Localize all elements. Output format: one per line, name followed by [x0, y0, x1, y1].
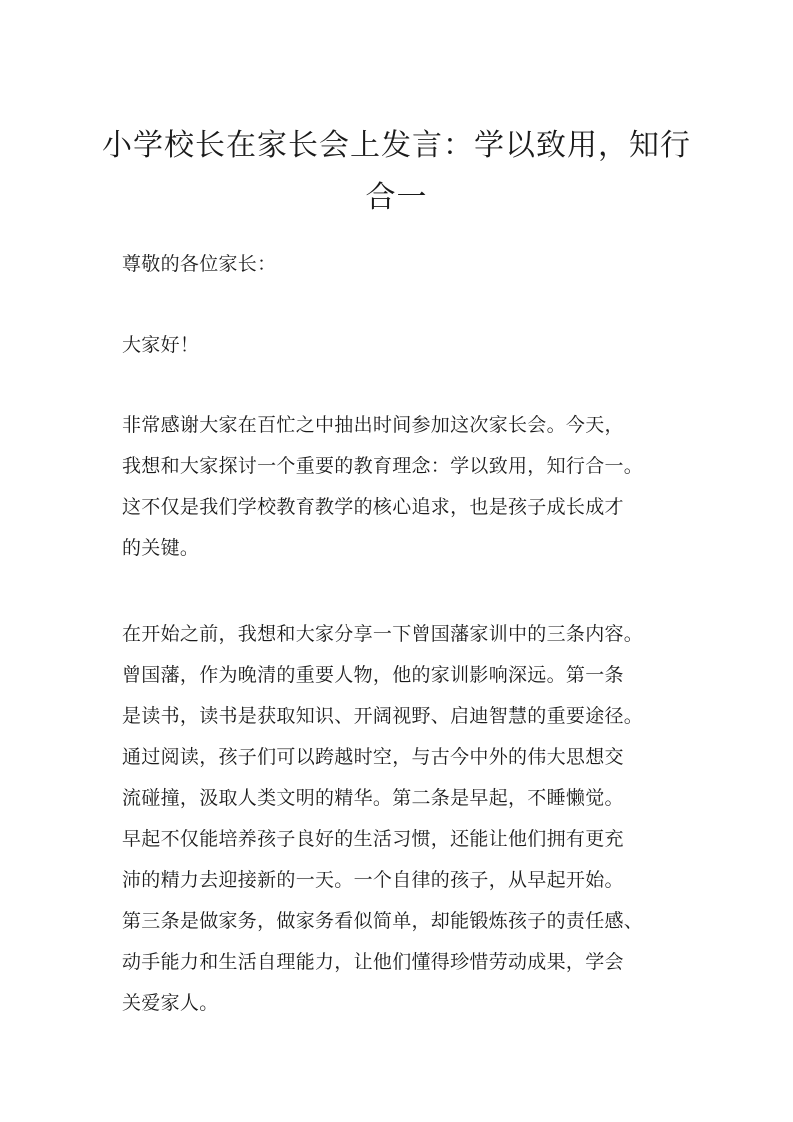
salutation-text: 尊敬的各位家长： [122, 253, 277, 275]
document-title [100, 120, 693, 224]
title-line-2: 合一 [365, 180, 428, 215]
paragraph-line: 早起不仅能培养孩子良好的生活习惯，还能让他们拥有更充 [122, 828, 624, 850]
paragraph-line: 非常感谢大家在百忙之中抽出时间参加这次家长会。今天， [122, 414, 624, 436]
paragraph-line: 的关键。 [122, 537, 200, 559]
paragraph-line: 关爱家人。 [122, 992, 219, 1014]
greeting [122, 325, 692, 366]
paragraph-line: 曾国藩，作为晚清的重要人物，他的家训影响深远。第一条 [122, 664, 624, 686]
paragraph-intro [122, 405, 692, 569]
paragraph-line: 是读书，读书是获取知识、开阔视野、启迪智慧的重要途径。 [122, 705, 644, 727]
paragraph-line: 这不仅是我们学校教育教学的核心追求，也是孩子成长成才 [122, 496, 624, 518]
paragraph-line: 第三条是做家务，做家务看似简单，却能锻炼孩子的责任感、 [122, 910, 644, 932]
paragraph-line: 通过阅读，孩子们可以跨越时空，与古今中外的伟大思想交 [122, 746, 624, 768]
title-line-1: 小学校长在家长会上发言：学以致用，知行 [102, 128, 691, 163]
salutation [122, 244, 692, 285]
paragraph-line: 动手能力和生活自理能力，让他们懂得珍惜劳动成果，学会 [122, 951, 624, 973]
paragraph-family-instructions [122, 614, 692, 1024]
paragraph-line: 沛的精力去迎接新的一天。一个自律的孩子，从早起开始。 [122, 869, 624, 891]
paragraph-line: 流碰撞，汲取人类文明的精华。第二条是早起，不睡懒觉。 [122, 787, 624, 809]
greeting-text: 大家好！ [122, 334, 200, 356]
paragraph-line: 在开始之前，我想和大家分享一下曾国藩家训中的三条内容。 [122, 623, 644, 645]
paragraph-line: 我想和大家探讨一个重要的教育理念：学以致用，知行合一。 [122, 455, 644, 477]
